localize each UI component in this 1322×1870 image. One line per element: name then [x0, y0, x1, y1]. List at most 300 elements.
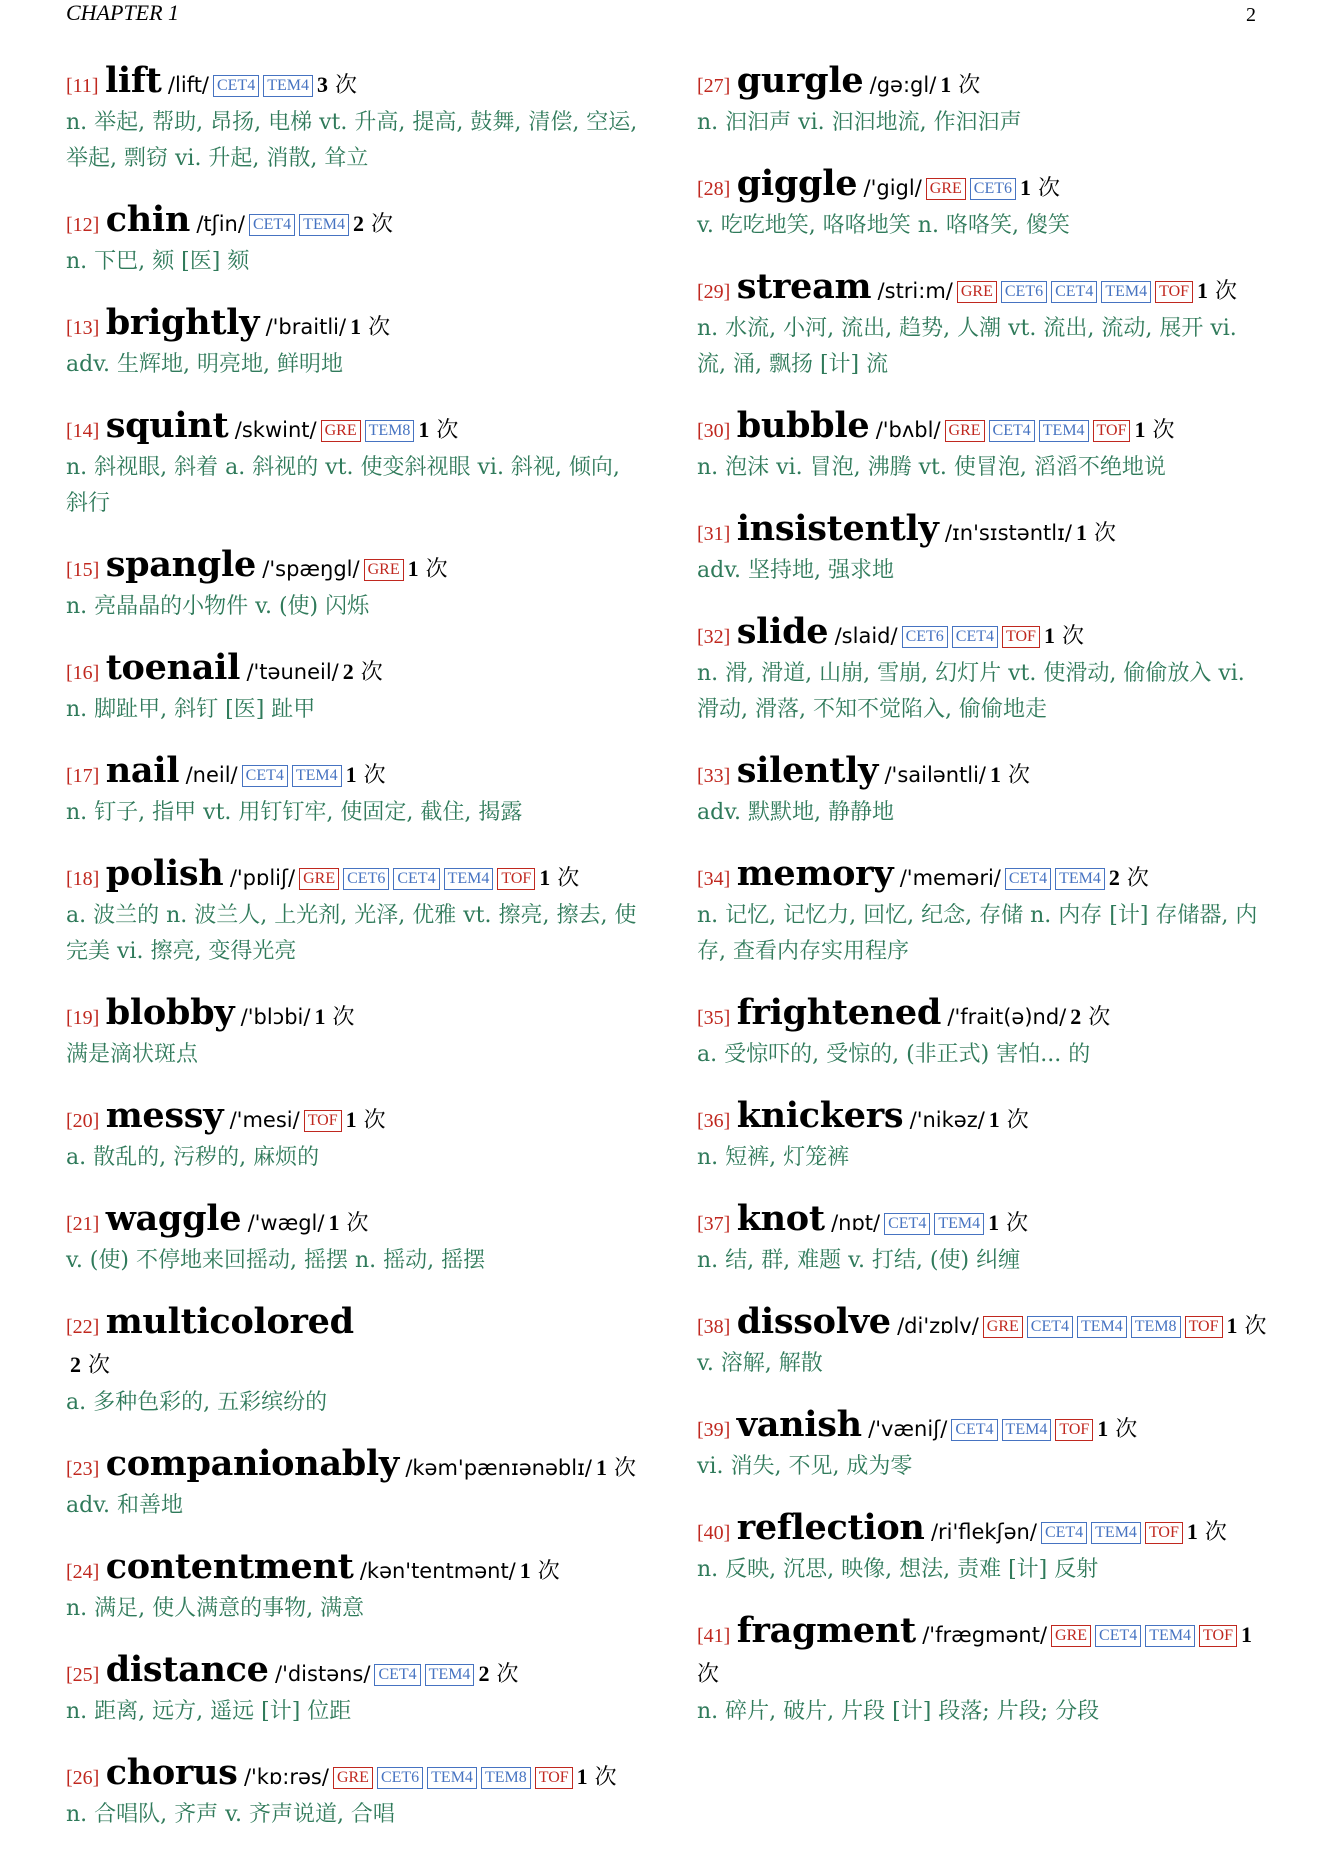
definition: n. 记忆, 记忆力, 回忆, 纪念, 存储 n. 内存 [计] 存储器, 内存, 查看内存实用程序: [697, 903, 1258, 964]
headword: frightened: [736, 992, 942, 1033]
entry-head: [697, 1097, 1269, 1140]
frequency-count: 1: [1226, 1313, 1238, 1338]
phonetic: /'gigl/: [863, 176, 922, 200]
exam-tag: CET4: [1051, 281, 1097, 303]
entry-number: [26]: [66, 1767, 100, 1789]
frequency-count: 1: [328, 1210, 340, 1235]
entry-head: [697, 407, 1269, 450]
frequency-unit: 次: [346, 1211, 369, 1236]
exam-tag: TEM4: [1101, 281, 1151, 303]
frequency-unit: 次: [697, 1662, 720, 1687]
entry-head: [66, 649, 644, 692]
frequency-count: 1: [350, 314, 362, 339]
definition: 满是滴状斑点: [66, 1042, 199, 1067]
exam-tag: TOF: [1055, 1419, 1093, 1441]
entry-number: [29]: [697, 281, 731, 303]
frequency-count: 2: [1070, 1004, 1082, 1029]
exam-tag: TEM4: [427, 1767, 477, 1789]
entry-head: [697, 855, 1269, 898]
frequency-count: 1: [1134, 417, 1146, 442]
exam-tag: CET4: [989, 420, 1035, 442]
phonetic: /neil/: [185, 763, 238, 787]
frequency-unit: 次: [370, 212, 393, 237]
exam-tag: CET6: [902, 626, 948, 648]
exam-tag: TEM4: [934, 1213, 984, 1235]
exam-tag: TEM8: [481, 1767, 531, 1789]
definition: n. 合唱队, 齐声 v. 齐声说道, 合唱: [66, 1802, 395, 1827]
phonetic: /ri'flekʃən/: [930, 1520, 1037, 1544]
frequency: [1197, 279, 1237, 304]
vocab-entry: [697, 752, 1269, 831]
phonetic: /gə:gl/: [869, 73, 937, 97]
frequency-unit: 次: [425, 557, 448, 582]
frequency: [353, 212, 393, 237]
phonetic: /lift/: [167, 73, 209, 97]
entry-number: [20]: [66, 1110, 100, 1132]
vocab-entry: [697, 165, 1269, 244]
phonetic: /stri:m/: [877, 279, 953, 303]
headword: messy: [105, 1095, 224, 1136]
headword: brightly: [105, 302, 260, 343]
phonetic: /'sailəntli/: [884, 763, 987, 787]
entry-head: [66, 1548, 644, 1591]
entry-head: [697, 1200, 1269, 1243]
entry-head: [697, 165, 1269, 208]
headword: reflection: [736, 1507, 925, 1548]
frequency-unit: 次: [1093, 521, 1116, 546]
frequency-count: 1: [1186, 1519, 1198, 1544]
frequency-count: 1: [1043, 623, 1055, 648]
frequency: [346, 1108, 386, 1133]
frequency-unit: 次: [1038, 176, 1061, 201]
phonetic: /'væniʃ/: [868, 1417, 948, 1441]
exam-tag: GRE: [945, 420, 985, 442]
frequency-unit: 次: [335, 73, 358, 98]
entry-head: [66, 62, 644, 105]
headword: insistently: [736, 508, 939, 549]
frequency: [539, 866, 579, 891]
frequency-unit: 次: [360, 660, 383, 685]
entry-number: [37]: [697, 1213, 731, 1235]
vocab-entry: [697, 613, 1269, 728]
phonetic: /'braitli/: [265, 315, 347, 339]
frequency-unit: 次: [436, 418, 459, 443]
entry-head: [697, 994, 1269, 1037]
definition: n. 结, 群, 难题 v. 打结, (使) 纠缠: [697, 1248, 1021, 1273]
headword: distance: [105, 1649, 269, 1690]
frequency: [1044, 624, 1084, 649]
exam-tag: GRE: [926, 178, 966, 200]
frequency: [520, 1559, 560, 1584]
entry-number: [33]: [697, 765, 731, 787]
entry-number: [27]: [697, 75, 731, 97]
frequency-count: 1: [988, 1210, 1000, 1235]
entry-head: [66, 304, 644, 347]
entry-head: [66, 752, 644, 795]
definition: adv. 生辉地, 明亮地, 鲜明地: [66, 352, 343, 377]
vocab-entry: [66, 62, 644, 177]
vocab-entry: [66, 994, 644, 1073]
entry-number: [11]: [66, 75, 99, 97]
frequency-unit: 次: [368, 315, 391, 340]
frequency-count: 1: [1097, 1416, 1109, 1441]
entry-number: [40]: [697, 1522, 731, 1544]
exam-tag: GRE: [957, 281, 997, 303]
definition: n. 反映, 沉思, 映像, 想法, 责难 [计] 反射: [697, 1557, 1099, 1582]
frequency-count: 1: [1020, 175, 1032, 200]
vocab-entry: [697, 268, 1269, 383]
entry-number: [31]: [697, 523, 731, 545]
exam-tag: GRE: [1051, 1625, 1091, 1647]
frequency-unit: 次: [537, 1559, 560, 1584]
entry-number: [22]: [66, 1316, 100, 1338]
frequency: [1187, 1520, 1227, 1545]
frequency-unit: 次: [88, 1353, 111, 1378]
vocab-entry: [697, 1200, 1269, 1279]
definition: v. 溶解, 解散: [697, 1351, 823, 1376]
entry-head: [66, 1303, 644, 1385]
headword: memory: [736, 853, 894, 894]
frequency-count: 1: [345, 762, 357, 787]
phonetic: /'frait(ə)nd/: [947, 1005, 1067, 1029]
exam-tag: CET4: [249, 214, 295, 236]
exam-tag: TEM4: [1002, 1419, 1052, 1441]
frequency-count: 1: [314, 1004, 326, 1029]
exam-tag: TEM4: [292, 765, 342, 787]
frequency-count: 2: [478, 1661, 490, 1686]
entry-head: [66, 855, 644, 898]
exam-tag: TEM4: [444, 868, 494, 890]
definition: n. 满足, 使人满意的事物, 满意: [66, 1596, 365, 1621]
exam-tag: TEM4: [1055, 868, 1105, 890]
phonetic: /'mesi/: [229, 1108, 300, 1132]
definition: n. 滑, 滑道, 山崩, 雪崩, 幻灯片 vt. 使滑动, 偷偷放入 vi. 滑动, 滑落, 不知不觉陷入, 偷偷地走: [697, 661, 1245, 722]
vocab-entry: [66, 407, 644, 522]
headword: silently: [736, 750, 879, 791]
headword: stream: [736, 266, 872, 307]
phonetic: /'wægl/: [247, 1211, 325, 1235]
phonetic: /'kɒ:rəs/: [243, 1765, 329, 1789]
vocab-entry: [697, 1097, 1269, 1176]
phonetic: /di'zɒlv/: [897, 1314, 979, 1338]
vocab-entry: [697, 407, 1269, 486]
frequency-unit: 次: [1244, 1314, 1267, 1339]
frequency-unit: 次: [496, 1662, 519, 1687]
entry-head: [66, 1445, 644, 1488]
phonetic: /kəm'pænɪənəblɪ/: [405, 1456, 592, 1480]
exam-tag: TEM4: [1145, 1625, 1195, 1647]
frequency: [940, 73, 980, 98]
entry-number: [35]: [697, 1007, 731, 1029]
entry-head: [697, 1612, 1269, 1694]
vocab-entry: [66, 1200, 644, 1279]
entry-number: [36]: [697, 1110, 731, 1132]
definition: v. 吃吃地笑, 咯咯地笑 n. 咯咯笑, 傻笑: [697, 213, 1070, 238]
phonetic: /'nikəz/: [909, 1108, 985, 1132]
headword: lift: [104, 60, 162, 101]
entry-number: [13]: [66, 317, 100, 339]
exam-tag: CET4: [1095, 1625, 1141, 1647]
exam-tag: CET4: [242, 765, 288, 787]
headword: waggle: [105, 1198, 242, 1239]
frequency-count: 2: [342, 659, 354, 684]
frequency: [1076, 521, 1116, 546]
definition: n. 水流, 小河, 流出, 趋势, 人潮 vt. 流出, 流动, 展开 vi. 流, 涌, 飘扬 [计] 流: [697, 316, 1237, 377]
headword: nail: [105, 750, 180, 791]
frequency-count: 2: [352, 211, 364, 236]
headword: spangle: [105, 544, 256, 585]
entry-head: [66, 1097, 644, 1140]
phonetic: /skwint/: [234, 418, 317, 442]
exam-tag: TOF: [1093, 420, 1131, 442]
exam-tag: TOF: [304, 1110, 342, 1132]
frequency-unit: 次: [1006, 1211, 1029, 1236]
exam-tag: CET4: [952, 626, 998, 648]
frequency-unit: 次: [363, 763, 386, 788]
frequency: [70, 1353, 110, 1378]
exam-tag: TOF: [1155, 281, 1193, 303]
vocab-entry: [697, 62, 1269, 141]
headword: giggle: [736, 163, 858, 204]
exam-tag: CET4: [1041, 1522, 1087, 1544]
vocab-entry: [697, 855, 1269, 970]
frequency: [1134, 418, 1174, 443]
frequency-unit: 次: [1152, 418, 1175, 443]
headword: gurgle: [736, 60, 864, 101]
headword: chorus: [105, 1752, 238, 1793]
entry-number: [19]: [66, 1007, 100, 1029]
entry-number: [23]: [66, 1458, 100, 1480]
exam-tag: TOF: [497, 868, 535, 890]
headword: toenail: [105, 647, 241, 688]
frequency-unit: 次: [1061, 624, 1084, 649]
headword: slide: [736, 611, 829, 652]
frequency: [314, 1005, 354, 1030]
phonetic: /nɒt/: [831, 1211, 881, 1235]
definition: adv. 默默地, 静静地: [697, 800, 894, 825]
frequency: [418, 418, 458, 443]
entry-head: [697, 510, 1269, 553]
phonetic: /tʃin/: [196, 212, 245, 236]
entry-number: [25]: [66, 1664, 100, 1686]
exam-tag: TEM8: [1131, 1316, 1181, 1338]
entry-number: [32]: [697, 626, 731, 648]
exam-tag: TEM4: [299, 214, 349, 236]
exam-tag: CET4: [213, 75, 259, 97]
definition: n. 脚趾甲, 斜钉 [医] 趾甲: [66, 697, 316, 722]
frequency-count: 1: [595, 1455, 607, 1480]
entry-head: [697, 752, 1269, 795]
exam-tag: GRE: [364, 559, 404, 581]
exam-tag: CET6: [970, 178, 1016, 200]
headword: chin: [105, 199, 190, 240]
headword: fragment: [736, 1610, 916, 1651]
frequency-unit: 次: [1215, 279, 1238, 304]
entry-head: [66, 994, 644, 1037]
entry-head: [66, 407, 644, 450]
entry-number: [21]: [66, 1213, 100, 1235]
frequency: [346, 763, 386, 788]
entry-head: [697, 1303, 1269, 1346]
vocab-entry: [66, 855, 644, 970]
phonetic: /'təuneil/: [246, 660, 339, 684]
frequency: [317, 73, 357, 98]
exam-tag: CET6: [343, 868, 389, 890]
exam-tag: GRE: [321, 420, 361, 442]
definition: a. 多种色彩的, 五彩缤纷的: [66, 1390, 328, 1415]
exam-tag: TOF: [1199, 1625, 1237, 1647]
definition: n. 亮晶晶的小物件 v. (使) 闪烁: [66, 594, 370, 619]
entry-number: [18]: [66, 868, 100, 890]
definition: a. 波兰的 n. 波兰人, 上光剂, 光泽, 优雅 vt. 擦亮, 擦去, 使完美 vi. 擦亮, 变得光亮: [66, 903, 637, 964]
frequency: [328, 1211, 368, 1236]
frequency-count: 2: [1108, 865, 1120, 890]
vocab-entry: [697, 1406, 1269, 1485]
phonetic: /'blɔbi/: [240, 1005, 311, 1029]
vocab-entry: [66, 1303, 644, 1421]
entry-number: [24]: [66, 1561, 100, 1583]
frequency: [1070, 1005, 1110, 1030]
frequency: [1227, 1314, 1267, 1339]
headword: vanish: [736, 1404, 862, 1445]
exam-tag: GRE: [333, 1767, 373, 1789]
frequency-count: 3: [317, 72, 328, 97]
exam-tag: TOF: [1145, 1522, 1183, 1544]
headword: blobby: [105, 992, 235, 1033]
entry-number: [41]: [697, 1625, 731, 1647]
headword: companionably: [105, 1443, 399, 1484]
exam-tag: CET4: [393, 868, 439, 890]
headword: squint: [105, 405, 229, 446]
chapter-title: CHAPTER 1: [66, 0, 180, 25]
frequency-unit: 次: [1115, 1417, 1138, 1442]
definition: vi. 消失, 不见, 成为零: [697, 1454, 913, 1479]
phonetic: /'spæŋgl/: [262, 557, 360, 581]
frequency-unit: 次: [363, 1108, 386, 1133]
definition: adv. 坚持地, 强求地: [697, 558, 894, 583]
headword: contentment: [105, 1546, 354, 1587]
exam-tag: CET6: [377, 1767, 423, 1789]
headword: polish: [105, 853, 224, 894]
phonetic: /'bʌbl/: [875, 418, 941, 442]
vocab-entry: [66, 546, 644, 625]
exam-tag: TEM4: [1077, 1316, 1127, 1338]
frequency: [350, 315, 390, 340]
definition: n. 下巴, 颏 [医] 颏: [66, 249, 250, 274]
frequency-unit: 次: [1006, 1108, 1029, 1133]
entry-head: [66, 1200, 644, 1243]
entry-number: [15]: [66, 559, 100, 581]
frequency: [1020, 176, 1060, 201]
phonetic: /'distəns/: [275, 1662, 371, 1686]
entry-head: [66, 201, 644, 244]
phonetic: /'pɒliʃ/: [229, 866, 296, 890]
definition: n. 举起, 帮助, 昂扬, 电梯 vt. 升高, 提高, 鼓舞, 清偿, 空运, 举起, 剽窃 vi. 升起, 消散, 耸立: [66, 110, 638, 171]
headword: dissolve: [736, 1301, 891, 1342]
frequency-unit: 次: [1088, 1005, 1111, 1030]
frequency-count: 1: [407, 556, 419, 581]
entry-number: [30]: [697, 420, 731, 442]
entry-number: [28]: [697, 178, 731, 200]
exam-tag: TEM8: [365, 420, 415, 442]
frequency-unit: 次: [1204, 1520, 1227, 1545]
page-number: 2: [1246, 4, 1256, 26]
entry-number: [39]: [697, 1419, 731, 1441]
entry-head: [697, 613, 1269, 656]
frequency: [408, 557, 448, 582]
frequency-unit: 次: [1008, 763, 1031, 788]
vocab-entry: [697, 1612, 1269, 1730]
definition: n. 汩汩声 vi. 汩汩地流, 作汩汩声: [697, 110, 1022, 135]
frequency: [343, 660, 383, 685]
definition: n. 斜视眼, 斜着 a. 斜视的 vt. 使变斜视眼 vi. 斜视, 倾向, 斜行: [66, 455, 620, 516]
entry-head: [697, 1406, 1269, 1449]
entry-number: [34]: [697, 868, 731, 890]
definition: n. 钉子, 指甲 vt. 用钉钉牢, 使固定, 截住, 揭露: [66, 800, 523, 825]
frequency-unit: 次: [332, 1005, 355, 1030]
exam-tag: TEM4: [425, 1664, 475, 1686]
exam-tag: TOF: [535, 1767, 573, 1789]
frequency-count: 1: [1240, 1622, 1252, 1647]
page-header: [66, 0, 1256, 30]
frequency-count: 1: [990, 762, 1002, 787]
frequency: [988, 1211, 1028, 1236]
phonetic: /ɪn'sɪstəntlɪ/: [944, 521, 1072, 545]
vocab-entry: [66, 1445, 644, 1524]
exam-tag: CET4: [1005, 868, 1051, 890]
frequency-count: 1: [988, 1107, 1000, 1132]
frequency: [1097, 1417, 1137, 1442]
entry-number: [12]: [66, 214, 100, 236]
exam-tag: GRE: [299, 868, 339, 890]
frequency-unit: 次: [557, 866, 580, 891]
definition: adv. 和善地: [66, 1493, 184, 1518]
vocab-entry: [66, 1548, 644, 1627]
frequency-unit: 次: [958, 73, 981, 98]
vocab-entry: [66, 1754, 644, 1833]
frequency-unit: 次: [594, 1765, 617, 1790]
exam-tag: CET6: [1001, 281, 1047, 303]
frequency: [989, 1108, 1029, 1133]
exam-tag: TEM4: [1091, 1522, 1141, 1544]
entry-number: [17]: [66, 765, 100, 787]
exam-tag: CET4: [374, 1664, 420, 1686]
frequency-count: 1: [345, 1107, 357, 1132]
entry-head: [697, 268, 1269, 311]
frequency-count: 1: [539, 865, 551, 890]
entry-head: [66, 546, 644, 589]
frequency-count: 1: [576, 1764, 588, 1789]
frequency-unit: 次: [613, 1456, 636, 1481]
exam-tag: TOF: [1185, 1316, 1223, 1338]
vocab-entry: [697, 994, 1269, 1073]
exam-tag: TEM4: [263, 75, 313, 97]
exam-tag: CET4: [951, 1419, 997, 1441]
exam-tag: CET4: [884, 1213, 930, 1235]
entry-number: [16]: [66, 662, 100, 684]
right-column: [697, 62, 1269, 1754]
vocab-entry: [66, 201, 644, 280]
phonetic: /'frægmənt/: [922, 1623, 1048, 1647]
entry-head: [697, 1509, 1269, 1552]
vocab-entry: [697, 1303, 1269, 1382]
headword: knot: [736, 1198, 825, 1239]
phonetic: /kən'tentmənt/: [359, 1559, 516, 1583]
definition: v. (使) 不停地来回摇动, 摇摆 n. 摇动, 摇摆: [66, 1248, 486, 1273]
definition: a. 受惊吓的, 受惊的, (非正式) 害怕... 的: [697, 1042, 1091, 1067]
left-column: [66, 62, 644, 1857]
headword: multicolored: [105, 1301, 354, 1342]
